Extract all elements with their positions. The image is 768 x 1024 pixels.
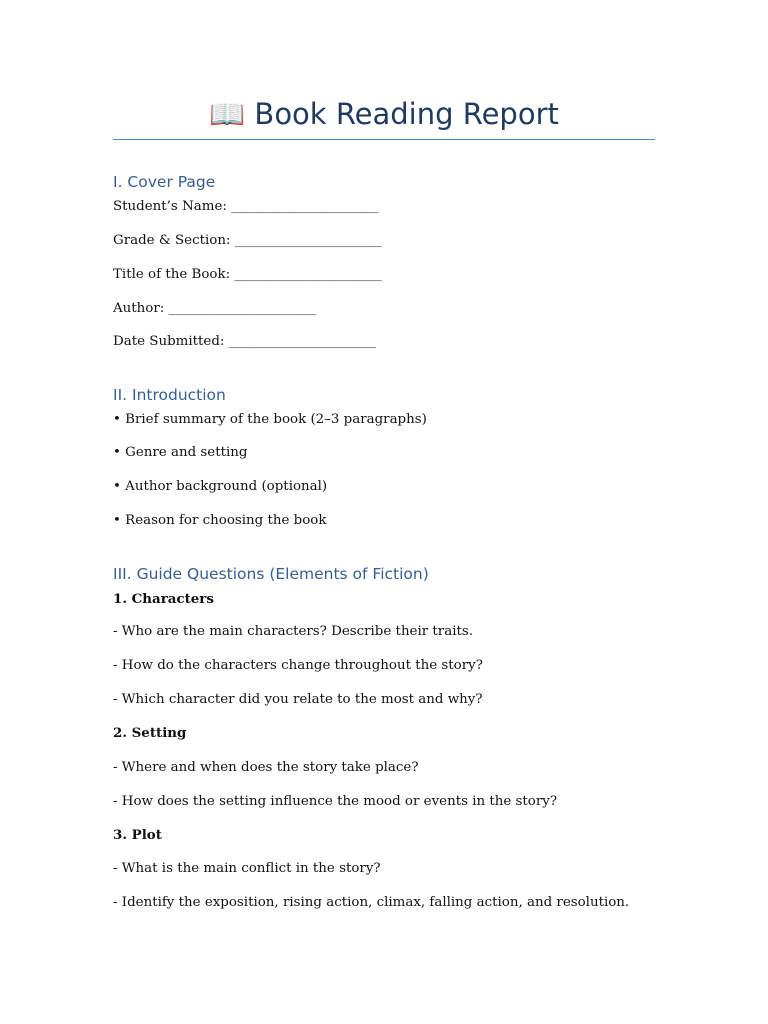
question-item: - How do the characters change throughout the story? <box>113 658 483 673</box>
cover-field-author: Author: ______________________ <box>113 301 316 316</box>
intro-bullet: • Reason for choosing the book <box>113 513 327 528</box>
section-heading-cover: I. Cover Page <box>113 173 216 191</box>
subheading-characters: 1. Characters <box>113 591 214 607</box>
section-heading-guide-questions: III. Guide Questions (Elements of Fiction) <box>113 565 429 583</box>
subheading-setting: 2. Setting <box>113 725 187 741</box>
intro-bullet: • Brief summary of the book (2–3 paragraphs) <box>113 412 427 427</box>
cover-field-grade-section: Grade & Section: ______________________ <box>113 233 383 248</box>
question-item: - Which character did you relate to the most and why? <box>113 692 483 707</box>
title-underline <box>113 139 655 140</box>
cover-field-book-title: Title of the Book: ______________________ <box>113 267 382 282</box>
question-item: - How does the setting influence the mood or events in the story? <box>113 794 558 809</box>
cover-field-student-name: Student’s Name: ______________________ <box>113 199 379 214</box>
question-item: - What is the main conflict in the story? <box>113 861 381 876</box>
cover-field-date-submitted: Date Submitted: ______________________ <box>113 334 376 349</box>
page-title: 📖 Book Reading Report <box>209 97 559 131</box>
question-item: - Who are the main characters? Describe their traits. <box>113 624 473 639</box>
intro-bullet: • Author background (optional) <box>113 479 328 494</box>
question-item: - Where and when does the story take place? <box>113 760 419 775</box>
question-item: - Identify the exposition, rising action, climax, falling action, and resolution. <box>113 895 630 910</box>
section-heading-introduction: II. Introduction <box>113 386 226 404</box>
intro-bullet: • Genre and setting <box>113 445 248 460</box>
subheading-plot: 3. Plot <box>113 827 162 843</box>
